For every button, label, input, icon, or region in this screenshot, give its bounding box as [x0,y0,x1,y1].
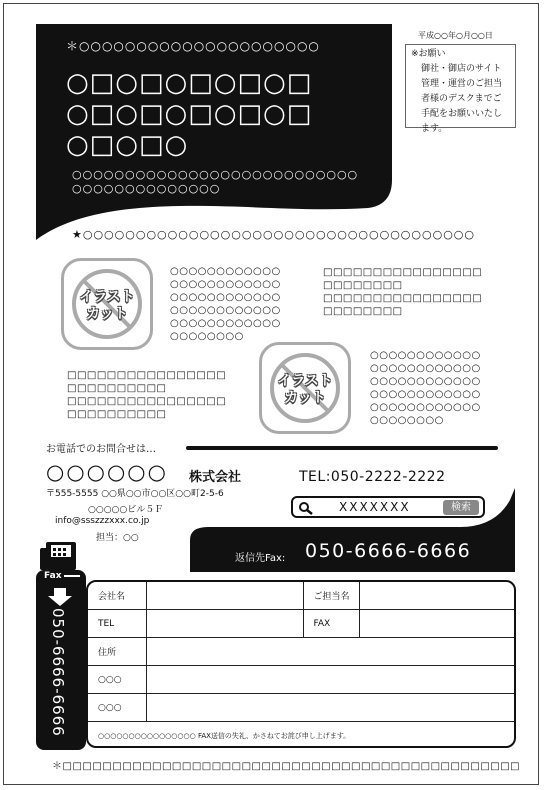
illustration-label-line: カット [86,306,128,322]
row4-field[interactable] [146,666,514,694]
notice-line: 手配をお願いいたし [421,109,503,119]
text-line: □□□□□□□□□□□□□□□□ [323,293,483,304]
text-line: □□□□□□□□ [323,306,403,317]
text-line: □□□□□□□□□□ [67,383,167,394]
header-desc-line: ○○○○○○○○○○○○○○ [72,182,221,195]
header-subtitle: ＊○○○○○○○○○○○○○○○○○○○○○ [66,39,320,53]
notice-line: 管理・運営のご担当 [421,79,503,89]
notice-line: 御社・御店のサイト [421,64,502,74]
search-input[interactable]: XXXXXXX [339,500,411,514]
text-line: ○○○○○○○○○○○○ [370,350,481,361]
tel-field[interactable] [146,610,303,638]
fax-reply-form [86,580,516,748]
notice-line: 者様のデスクまでご [421,94,502,104]
text-line: □□□□□□□□□□□□□□□□ [67,396,227,407]
text-line: ○○○○○○○○○○○○ [170,318,281,329]
illustration-label-line: カット [284,390,326,406]
text-line: ○○○○○○○○○○○○ [170,279,281,290]
row5-label: ○○○ [88,694,146,722]
illustration-label-line: イラスト [277,373,333,389]
address-line1: 〒555-5555 ○○県○○市○○区○○町2-5-6 [46,489,224,499]
address-line2: ○○○○○ビル５Ｆ [88,505,164,515]
tel-number: TEL:050-2222-2222 [299,469,446,485]
search-button[interactable]: 検索 [443,500,479,515]
search-box[interactable] [291,496,485,518]
header-desc-line: ○○○○○○○○○○○○○○○○○○○○○○○○○○○ [72,168,359,181]
text-line: ○○○○○○○○○○○○ [170,292,281,303]
tel-label: TEL [88,610,146,638]
row4-label: ○○○ [88,666,146,694]
address-field[interactable] [146,638,514,666]
text-line: □□□□□□□□□□□□□□□□ [67,370,227,381]
notice-title: ※お願い [411,49,446,59]
contact-person-label: ご担当名 [303,582,359,610]
address-label: 住所 [88,638,146,666]
header-title-line: ○□○□○□○□○□ [66,68,313,98]
text-line: □□□□□□□□ [323,280,403,291]
header-title-line: ○□○□○□○□○□ [66,99,313,129]
fax-field[interactable] [359,610,514,638]
fax-label: FAX [303,610,359,638]
text-line: ○○○○○○○○○○○○ [370,389,481,400]
contact-person-field[interactable] [359,582,514,610]
fax-vertical-number: 050-6666-6666 [49,608,67,737]
form-note: ○○○○○○○○○○○○○○○○ FAX送信の失礼、かさねてお詫び申し上げます。 [88,722,514,749]
company-field[interactable] [146,582,303,610]
search-icon [298,501,314,515]
inquiry-label: お電話でのお問合せは… [46,444,156,455]
text-line: □□□□□□□□□□□□□□□□ [323,267,483,278]
footer-text: ＊□□□□□□□□□□□□□□□□□□□□□□□□□□□□□□□□□□□□□□□□□□□□□□ [52,761,521,772]
section-title: ★○○○○○○○○○○○○○○○○○○○○○○○○○○○○○○○○○○○○○ [72,228,475,241]
illustration-label-line: イラスト [79,289,135,305]
fax-return-number: 050-6666-6666 [305,540,472,562]
fax-return-label: 返信先Fax: [235,553,286,564]
header-title-line: ○□○□○ [66,130,189,160]
notice-line: ます。 [421,124,448,134]
company-name: ○○○○○○ [46,460,168,484]
text-line: ○○○○○○○○○○○○ [170,266,281,277]
text-line: ○○○○○○○○○○○○ [170,305,281,316]
text-line: ○○○○○○○○○○○○ [370,402,481,413]
email-link[interactable]: info@ssszzzxxx.co.jp [55,516,150,526]
fax-tab-label: Fax [44,571,62,581]
fax-machine-icon [40,542,76,570]
text-line: ○○○○○○○○ [170,331,244,342]
text-line: ○○○○○○○○ [370,415,444,426]
company-label: 会社名 [88,582,146,610]
row5-field[interactable] [146,694,514,722]
company-suffix: 株式会社 [189,470,242,485]
fax-tab [36,540,86,750]
text-line: ○○○○○○○○○○○○ [370,363,481,374]
date: 平成○○年○月○○日 [418,31,493,40]
text-line: □□□□□□□□□□ [67,409,167,420]
text-line: ○○○○○○○○○○○○ [370,376,481,387]
staff-name: 担当：○○ [96,533,139,543]
